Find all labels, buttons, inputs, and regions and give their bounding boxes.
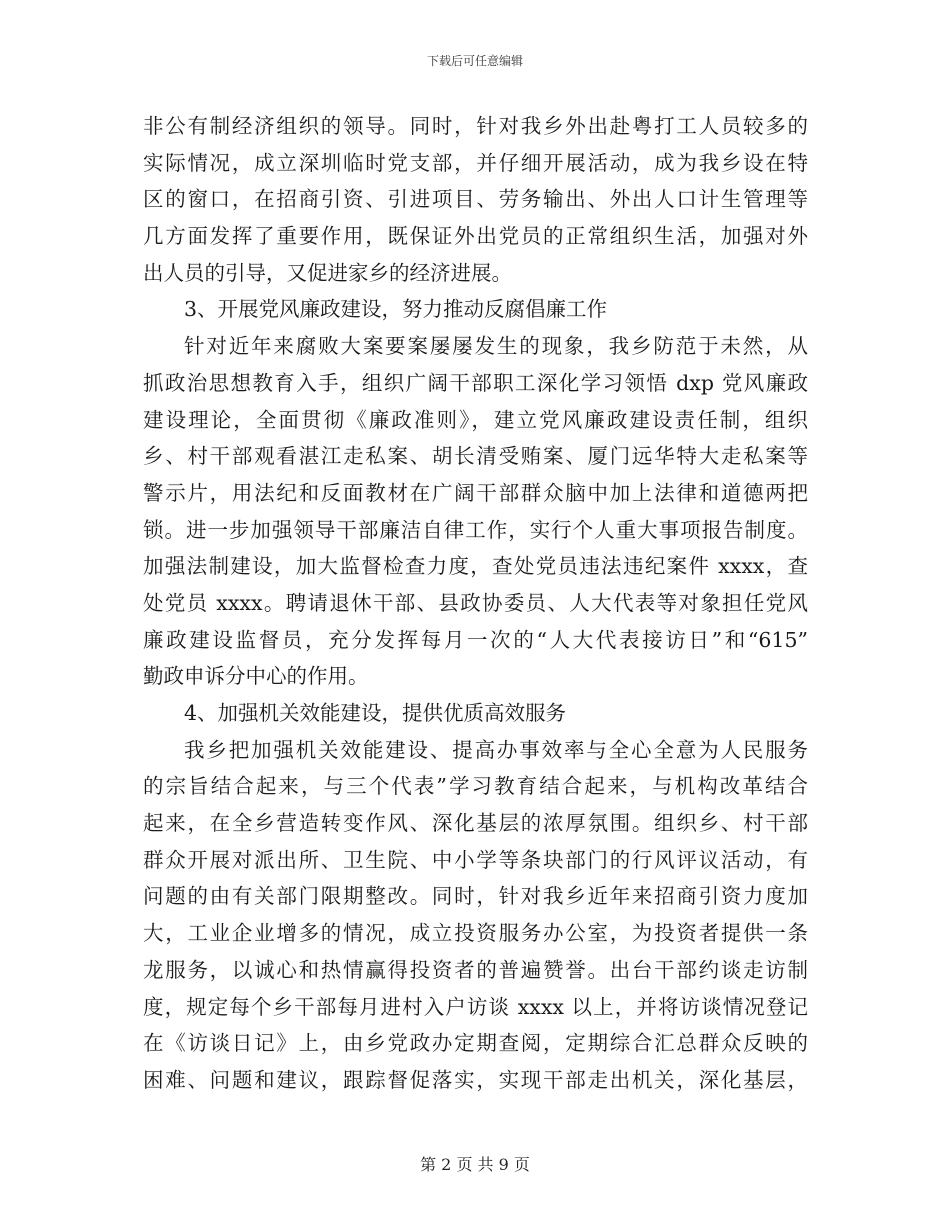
text-line: 廉政建设监督员，充分发挥每月一次的“人大代表接访日”和“615” [143, 627, 808, 652]
text-line: 加强法制建设，加大监督检查力度，查处党员违法违纪案件 xxxx，查 [143, 554, 808, 579]
document-body [143, 108, 808, 1099]
text-line: 区的窗口，在招商引资、引进项目、劳务输出、外出人口计生管理等 [143, 187, 808, 212]
page-footer: 第 2 页 共 9 页 [420, 1155, 530, 1174]
text-line: 出人员的引导，又促进家乡的经济进展。 [143, 260, 512, 285]
text-line: 的宗旨结合起来，与三个代表”学习教育结合起来，与机构改革结合 [143, 774, 808, 799]
text-line: 几方面发挥了重要作用，既保证外出党员的正常组织生活，加强对外 [143, 224, 808, 249]
text-line: 4、加强机关效能建设，提供优质高效服务 [184, 701, 567, 725]
text-line: 群众开展对派出所、卫生院、中小学等条块部门的行风评议活动，有 [143, 847, 808, 872]
text-line: 建设理论，全面贯彻《廉政准则》，建立党风廉政建设责任制，组织 [143, 407, 808, 432]
text-line: 度，规定每个乡干部每月进村入户访谈 xxxx 以上，并将访谈情况登记 [143, 994, 808, 1019]
text-line: 问题的由有关部门限期整改。同时，针对我乡近年来招商引资力度加 [143, 884, 808, 909]
text-line: 针对近年来腐败大案要案屡屡发生的现象，我乡防范于未然，从 [184, 334, 808, 359]
text-line: 勤政申诉分中心的作用。 [143, 664, 369, 689]
text-line: 困难、问题和建议，跟踪督促落实，实现干部走出机关，深化基层， [143, 1067, 808, 1092]
text-line: 警示片，用法纪和反面教材在广阔干部群众脑中加上法律和道德两把 [143, 480, 808, 505]
text-line: 非公有制经济组织的领导。同时，针对我乡外出赴粤打工人员较多的 [143, 114, 808, 138]
page-header: 下载后可任意编辑 [426, 54, 523, 68]
text-line: 锁。进一步加强领导干部廉洁自律工作，实行个人重大事项报告制度。 [143, 517, 808, 542]
text-line: 处党员 xxxx。聘请退休干部、县政协委员、人大代表等对象担任党风 [143, 590, 808, 615]
text-line: 起来，在全乡营造转变作风、深化基层的浓厚氛围。组织乡、村干部 [143, 811, 808, 836]
text-line: 在《访谈日记》上，由乡党政办定期查阅，定期综合汇总群众反映的 [143, 1031, 808, 1056]
text-line: 乡、村干部观看湛江走私案、胡长清受贿案、厦门远华特大走私案等 [143, 444, 808, 469]
text-line: 龙服务，以诚心和热情赢得投资者的普遍赞誉。出台干部约谈走访制 [143, 957, 808, 982]
text-line: 抓政治思想教育入手，组织广阔干部职工深化学习领悟 dxp 党风廉政 [143, 370, 808, 395]
text-line: 实际情况，成立深圳临时党支部，并仔细开展活动，成为我乡设在特 [143, 150, 808, 175]
text-line: 3、开展党风廉政建设，努力推动反腐倡廉工作 [184, 297, 608, 322]
text-line: 我乡把加强机关效能建设、提高办事效率与全心全意为人民服务 [184, 737, 808, 762]
text-line: 大，工业企业增多的情况，成立投资服务办公室，为投资者提供一条 [143, 921, 808, 946]
